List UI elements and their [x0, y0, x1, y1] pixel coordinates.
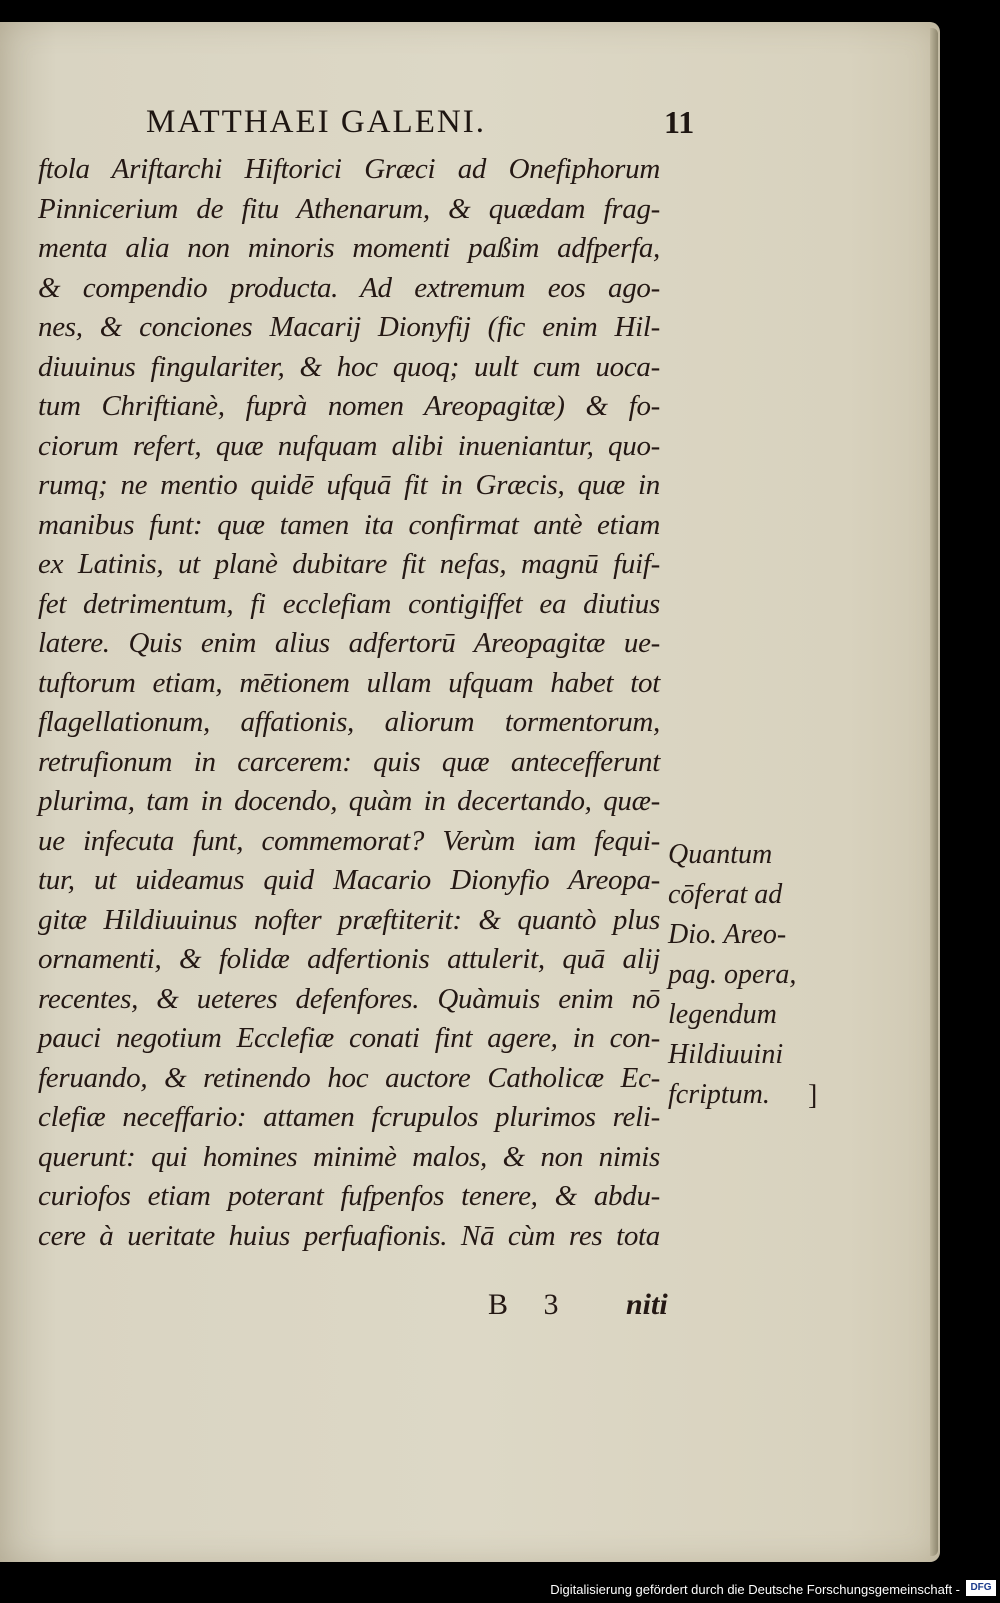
- text-line: gitæ Hildiuuinus nofter præftiterit: & quantò plus: [38, 903, 660, 936]
- text-line: ue infecuta funt, commemorat? Verùm iam fequi-: [38, 824, 660, 857]
- text-line: plurima, tam in docendo, quàm in decertando, quæ-: [38, 785, 660, 817]
- text-line: latere. Quis enim alius adfertorū Areopagitæ ue-: [38, 627, 660, 659]
- text-line: clefiæ neceffario: attamen fcrupulos plurimos reli-: [38, 1101, 660, 1133]
- margin-note: [668, 835, 796, 1115]
- signature-mark: B 3: [488, 1288, 573, 1321]
- body-text: [38, 150, 678, 1256]
- margin-line: Quantum: [668, 839, 773, 870]
- text-line: menta alia non minoris momenti paßim adfperfa,: [38, 232, 660, 264]
- folio-number: 11: [664, 104, 695, 140]
- text-line: tur, ut uideamus quid Macario Dionyfio Areopa-: [38, 864, 660, 896]
- text-line: Pinnicerium de fitu Athenarum, & quædam frag-: [38, 192, 660, 225]
- text-line: ex Latinis, ut planè dubitare fit nefas, magnū fuif-: [38, 548, 660, 580]
- text-line: & compendio producta. Ad extremum eos ago-: [38, 271, 660, 304]
- text-line: feruando, & retinendo hoc auctore Catholicæ Ec-: [38, 1061, 660, 1094]
- text-line: flagellationum, affationis, aliorum tormentorum,: [38, 706, 660, 738]
- text-line: diuuinus fingulariter, & hoc quoq; uult cum uoca-: [38, 350, 660, 383]
- text-line: manibus funt: quæ tamen ita confirmat antè etiam: [38, 508, 660, 541]
- text-line: tum Chriftianè, fuprà nomen Areopagitæ) & fo-: [38, 390, 660, 422]
- text-line: retrufionum in carcerem: quis quæ antecefferunt: [38, 745, 660, 778]
- margin-line: pag. opera,: [668, 959, 797, 990]
- text-line: nes, & conciones Macarij Dionyfij (fic enim Hil-: [38, 311, 660, 343]
- margin-line: legendum: [668, 999, 777, 1030]
- text-line: cere à ueritate huius perfuafionis. Nā cùm res tota: [38, 1219, 660, 1252]
- margin-line: Hildiuuini: [668, 1039, 784, 1070]
- text-line: ciorum refert, quæ nufquam alibi inueniantur, quo-: [38, 429, 660, 462]
- funding-credit: Digitalisierung gefördert durch die Deutsche Forschungsgemeinschaft -: [550, 1582, 960, 1597]
- page-edge: [930, 28, 938, 1556]
- text-line: querunt: qui homines minimè malos, & non nimis: [38, 1140, 660, 1173]
- text-line: fet detrimentum, fi ecclefiam contigiffet ea diutius: [38, 587, 660, 620]
- text-line: pauci negotium Ecclefiæ conati fint agere, in con-: [38, 1022, 660, 1054]
- margin-bracket: ]: [808, 1080, 818, 1111]
- text-line: ornamenti, & folidæ adfertionis attulerit, quā alij: [38, 943, 660, 975]
- text-line: rumq; ne mentio quidē ufquā fit in Græcis, quæ in: [38, 469, 660, 501]
- margin-line: Dio. Areo-: [668, 919, 787, 950]
- running-title: MATTHAEI GALENI.: [146, 104, 486, 140]
- text-line: recentes, & ueteres defenfores. Quàmuis enim nō: [38, 982, 660, 1015]
- text-line: tuftorum etiam, mētionem ullam ufquam habet tot: [38, 666, 660, 699]
- dfg-logo: DFG: [966, 1580, 996, 1596]
- text-line: ftola Ariftarchi Hiftorici Græci ad Onefiphorum: [38, 153, 660, 185]
- text-line: curiofos etiam poterant fufpenfos tenere, & abdu-: [38, 1180, 660, 1212]
- margin-line: fcriptum.: [668, 1079, 770, 1110]
- catchword: niti: [626, 1288, 668, 1321]
- margin-line: cōferat ad: [668, 879, 783, 910]
